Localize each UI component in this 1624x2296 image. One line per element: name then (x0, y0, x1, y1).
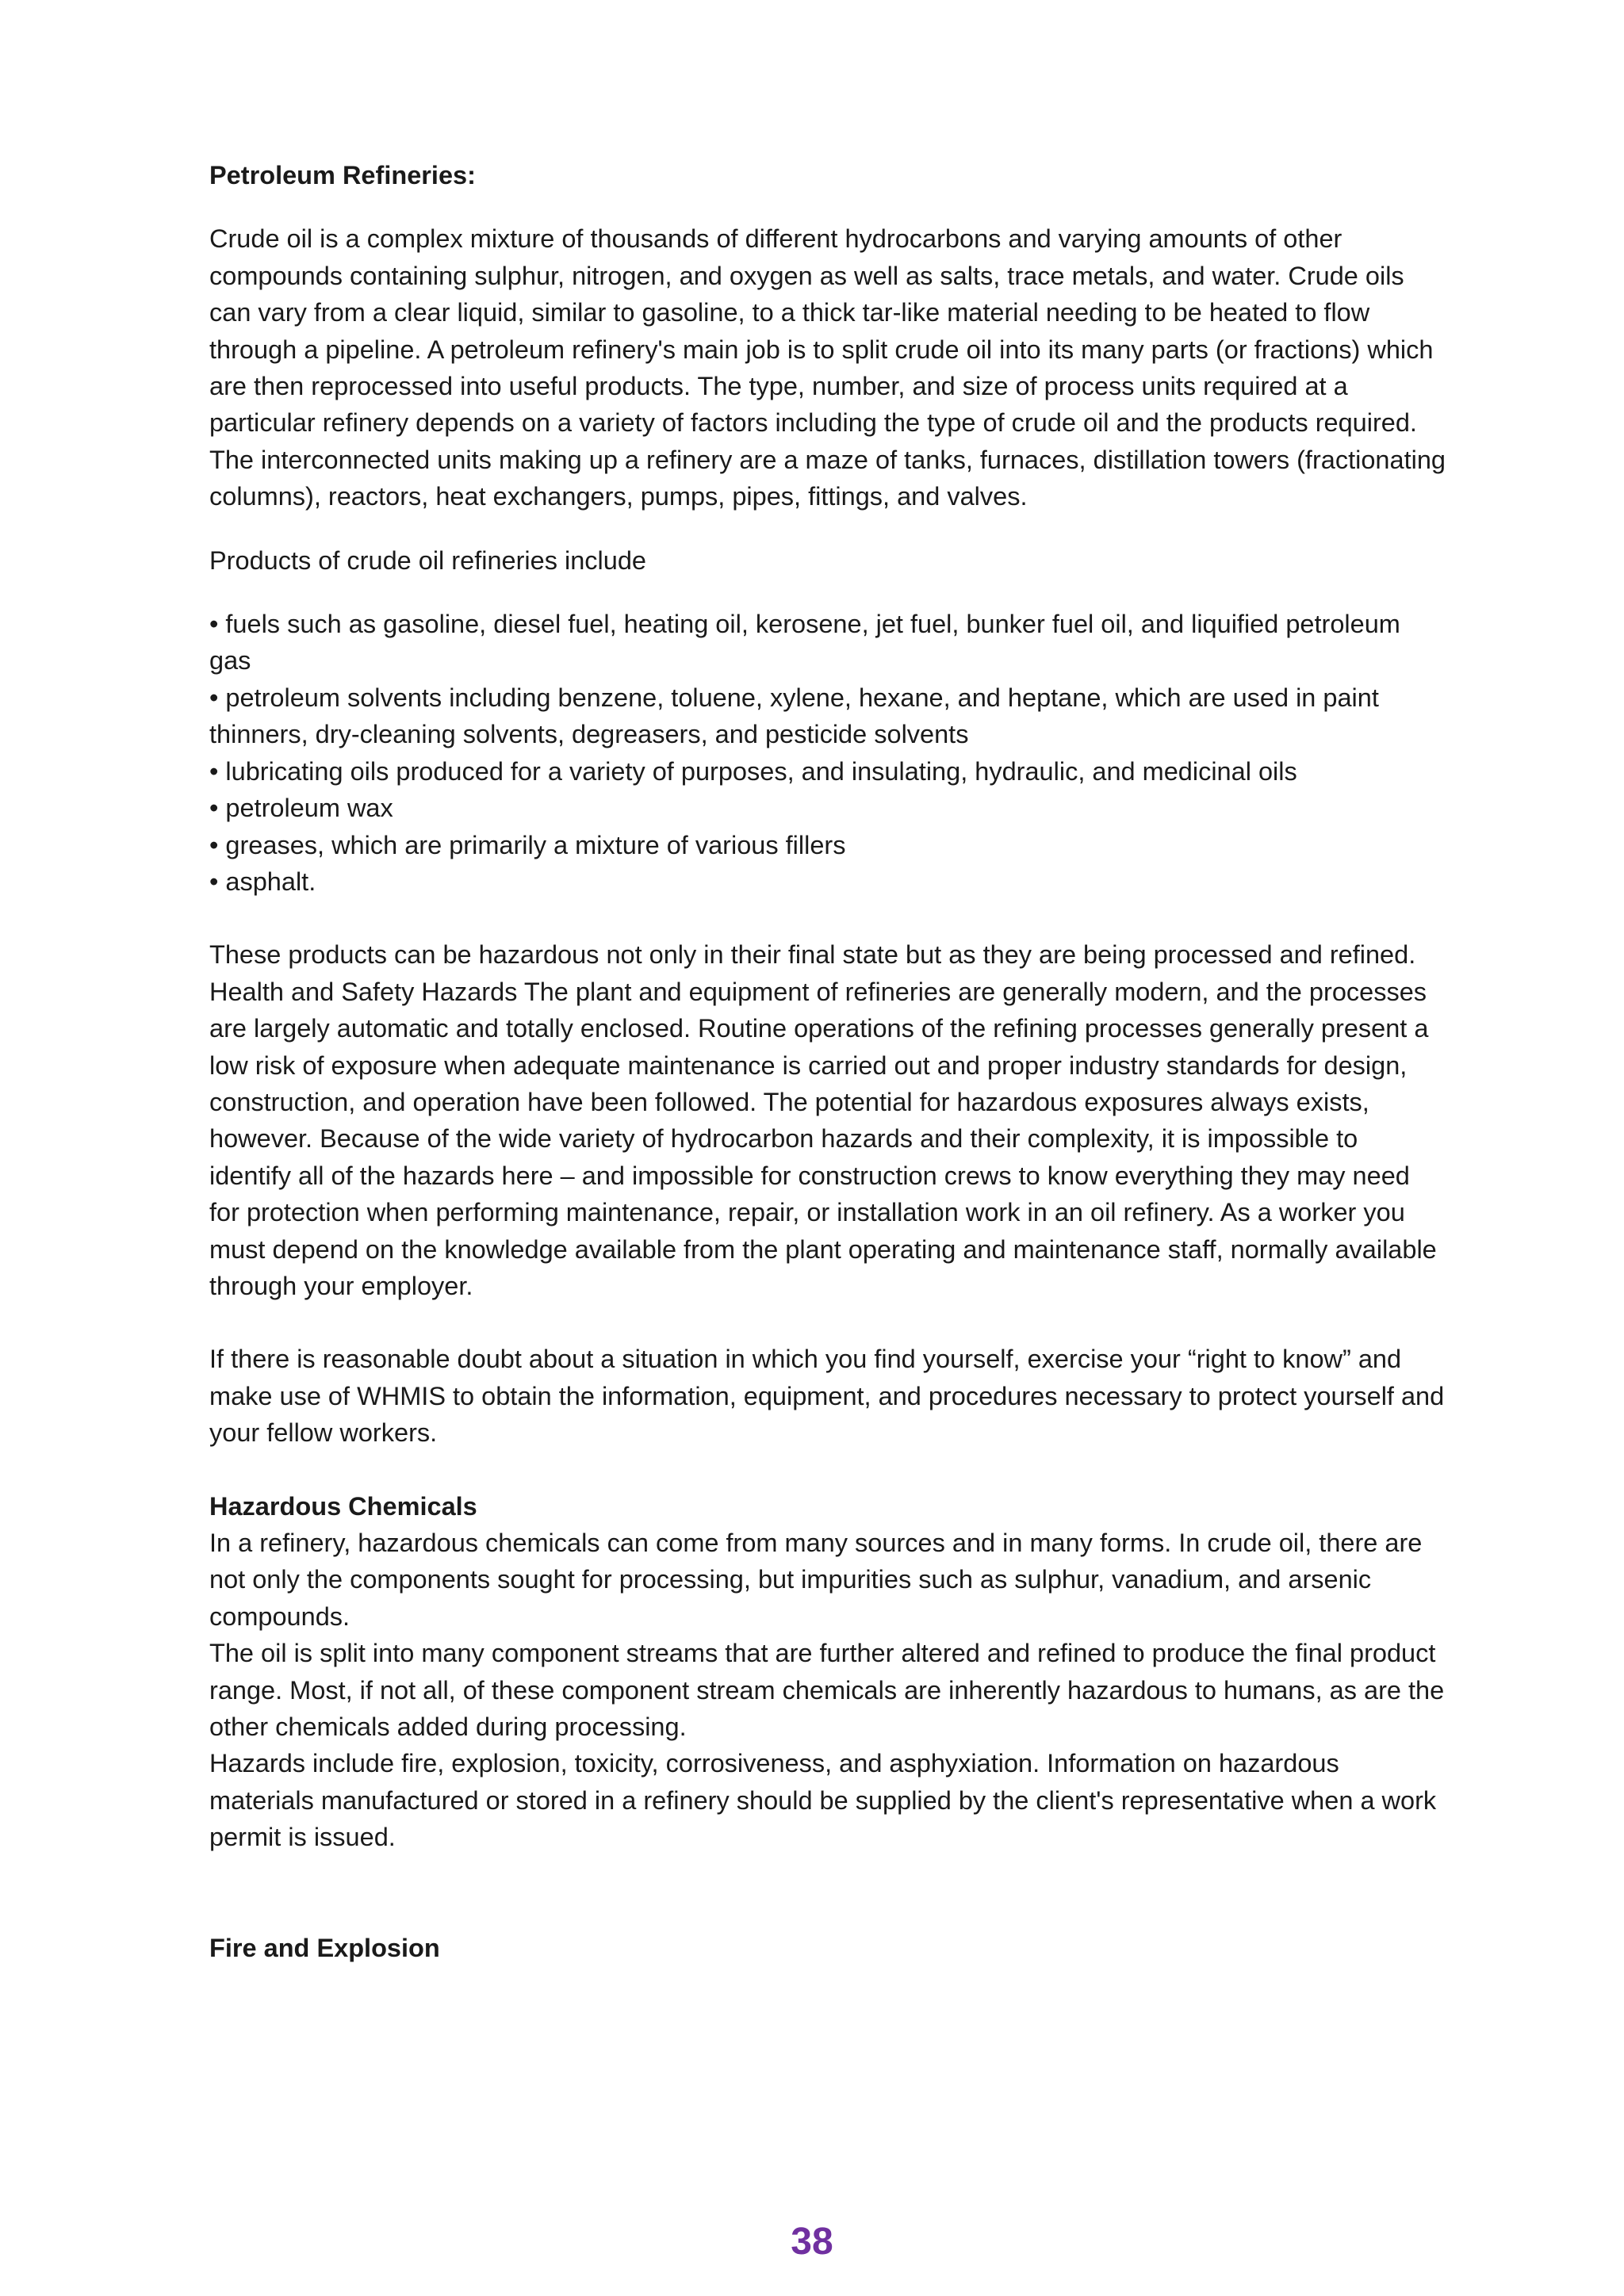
paragraph-component-streams: The oil is split into many component streams that are further altered and refined to produce the final product range. Most, if not all, of these component stream chemicals are inherently hazardous to humans, as are the other chemicals added during processing. (209, 1639, 1445, 1742)
paragraph-hazards-overview: These products can be hazardous not only in their final state but as they are being processed and refined. Health and Safety Hazards The plant and equipment of refineries are generally modern, and the processes are largely automatic and totally enclosed. Routine operations of the refining processes generally present a low risk of exposure when adequate maintenance is carried out and proper industry standards for design, construction, and operation have been followed. The potential for hazardous exposures always exists, however. Because of the wide variety of hydrocarbon hazards and their complexity, it is impossible to identify all of the hazards here – and impossible for construction crews to know everything they may need for protection when performing maintenance, repair, or installation work in an oil refinery. As a worker you must depend on the knowledge available from the plant operating and maintenance staff, normally available through your employer. (209, 940, 1437, 1300)
spacer (209, 193, 1446, 220)
spacer (209, 1452, 1446, 1488)
section-heading-petroleum-refineries: Petroleum Refineries: (209, 161, 476, 189)
spacer (209, 1856, 1446, 1930)
section-heading-hazardous-chemicals: Hazardous Chemicals (209, 1491, 477, 1521)
spacer (209, 579, 1446, 606)
spacer (209, 1304, 1446, 1341)
list-item: • greases, which are primarily a mixture of various fillers (209, 830, 846, 859)
list-item: • petroleum wax (209, 794, 393, 823)
paragraph-hazard-types: Hazards include fire, explosion, toxicity, corrosiveness, and asphyxiation. Information on hazardous materials manufactured or stored in a refinery should be supplied by the client's representative when a work permit is issued. (209, 1749, 1437, 1852)
section-heading-fire-explosion: Fire and Explosion (209, 1933, 440, 1962)
paragraph-crude-oil: Crude oil is a complex mixture of thousands of different hydrocarbons and varying amounts of other compounds containing sulphur, nitrogen, and oxygen as well as salts, trace metals, and water. Crude oils can vary from a clear liquid, similar to gasoline, to a thick tar-like material needing to be heated to flow through a pipeline. A petroleum refinery's main job is to split crude oil into its many parts (or fractions) which are then reprocessed into useful products. The type, number, and size of process units required at a particular refinery depends on a variety of factors including the type of crude oil and the products required. The interconnected units making up a refinery are a maze of tanks, furnaces, distillation towers (fractionating columns), reactors, heat exchangers, pumps, pipes, fittings, and valves. (209, 224, 1446, 511)
list-item: • asphalt. (209, 867, 316, 896)
page-number: 38 (791, 2221, 833, 2263)
document-page (209, 157, 1446, 1966)
paragraph-products-intro: Products of crude oil refineries include (209, 545, 646, 575)
list-item: • petroleum solvents including benzene, toluene, xylene, hexane, and heptane, which are used in paint thinners, dry-cleaning solvents, degreasers, and pesticide solvents (209, 683, 1379, 749)
list-item: • lubricating oils produced for a variety of purposes, and insulating, hydraulic, and medicinal oils (209, 756, 1297, 786)
list-item: • fuels such as gasoline, diesel fuel, heating oil, kerosene, jet fuel, bunker fuel oil, and liquified petroleum gas (209, 610, 1400, 675)
paragraph-right-to-know: If there is reasonable doubt about a situation in which you find yourself, exercise your “right to know” and make use of WHMIS to obtain the information, equipment, and procedures necessary to protect yourself and your fellow workers. (209, 1345, 1445, 1448)
spacer (209, 515, 1446, 542)
spacer (209, 900, 1446, 936)
paragraph-chemical-sources: In a refinery, hazardous chemicals can come from many sources and in many forms. In crude oil, there are not only the components sought for processing, but impurities such as sulphur, vanadium, and arsenic compounds. (209, 1529, 1423, 1631)
products-list (209, 606, 1446, 900)
